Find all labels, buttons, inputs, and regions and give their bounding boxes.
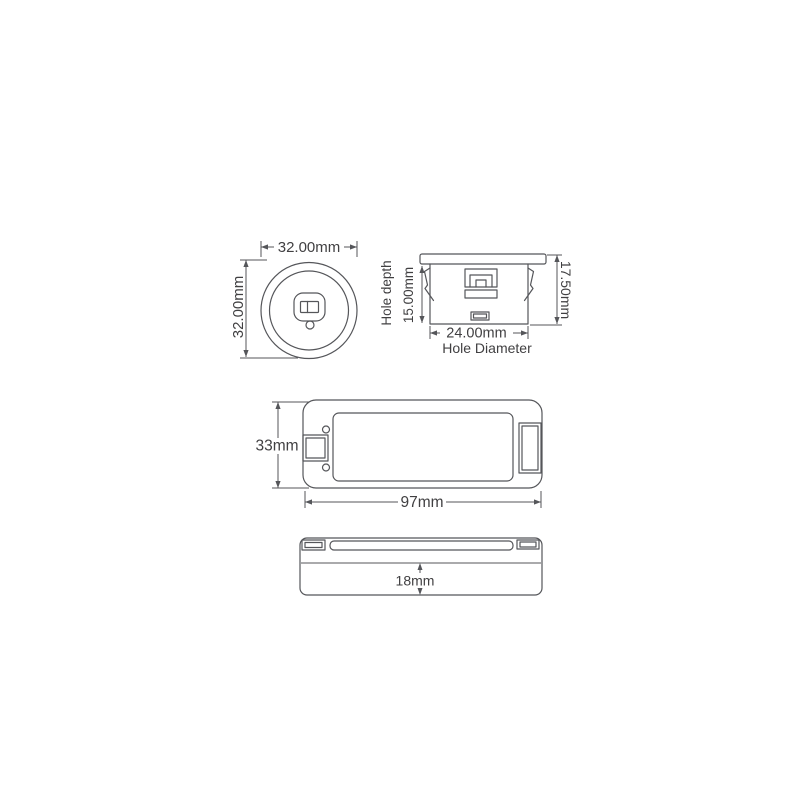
dim-hole-diameter	[430, 326, 532, 357]
dim-hole-diameter-label: 24.00mm	[446, 325, 507, 342]
dim-arrow	[521, 330, 528, 335]
dim-hole-depth-label: 15.00mm	[401, 266, 416, 324]
dim-driver-height-label: 18mm	[395, 572, 435, 589]
dim-arrow	[305, 499, 312, 504]
driver-label-area	[333, 413, 513, 481]
dim-arrow	[418, 588, 423, 595]
side-connector-right-inner	[520, 542, 536, 547]
sensor-inner-ring	[270, 271, 349, 350]
dim-arrow	[534, 499, 541, 504]
dim-arrow	[350, 244, 357, 249]
dim-arrow	[243, 350, 248, 357]
dim-arrow	[275, 481, 280, 488]
terminal-block-detail	[476, 280, 486, 287]
sensor-front-view	[230, 239, 357, 359]
dim-arrow	[261, 244, 268, 249]
bottom-port-inner	[474, 314, 487, 318]
hole-diameter-caption: Hole Diameter	[442, 340, 532, 356]
flange-outline	[420, 254, 546, 264]
top-slot	[330, 541, 513, 550]
terminal-bar	[465, 290, 497, 298]
spring-clip-right	[525, 268, 534, 301]
dim-driver-width-label: 33mm	[255, 437, 299, 455]
dim-driver-height	[396, 563, 435, 595]
side-connector-left-inner	[305, 543, 322, 548]
screw-hole-top	[323, 426, 330, 433]
sensor-outer-ring	[261, 263, 357, 359]
body-outline	[430, 264, 528, 324]
dim-arrow	[419, 316, 424, 323]
driver-side-view	[300, 538, 542, 595]
sensor-window	[301, 302, 319, 313]
dim-arrow	[275, 402, 280, 409]
dim-front-width-label: 32.00mm	[277, 239, 341, 256]
dim-overall-height-label: 17.50mm	[558, 260, 574, 320]
input-connector-inner	[306, 438, 325, 458]
input-connector-outline	[303, 435, 328, 461]
driver-top-view	[254, 400, 542, 511]
spring-clip-left	[425, 268, 434, 301]
dim-arrow	[418, 563, 423, 570]
dim-hole-depth	[379, 260, 425, 325]
output-connector-inner	[522, 426, 538, 470]
dim-arrow	[430, 330, 437, 335]
sensor-side-view	[379, 254, 574, 356]
dim-driver-length	[305, 491, 541, 511]
dim-driver-length-label: 97mm	[400, 494, 444, 511]
terminal-block-detail	[470, 275, 492, 287]
sensor-led-dot	[306, 321, 314, 329]
dim-front-height-label: 32.00mm	[230, 275, 247, 339]
dim-arrow	[243, 260, 248, 267]
dim-driver-width	[254, 402, 309, 488]
hole-depth-caption: Hole depth	[379, 260, 394, 326]
dim-arrow	[419, 266, 424, 273]
sensor-center-bezel	[294, 293, 325, 321]
screw-hole-bottom	[323, 464, 330, 471]
dim-front-width	[261, 239, 357, 257]
dim-overall-height	[530, 255, 574, 325]
